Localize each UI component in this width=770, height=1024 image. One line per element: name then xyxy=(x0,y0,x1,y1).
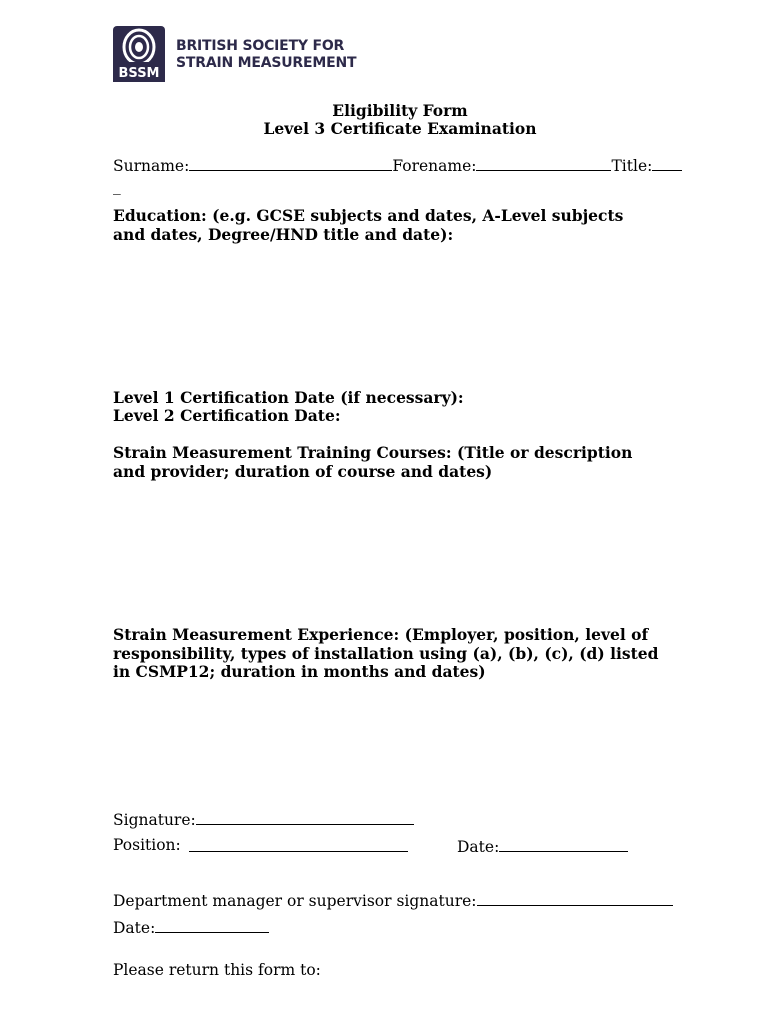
signature-field[interactable] xyxy=(196,809,414,825)
training-label: Strain Measurement Training Courses: (Title or description and provider; duration of course and dates) xyxy=(113,443,633,481)
experience-label: Strain Measurement Experience: (Employer, position, level of responsibility, types of installation using (a), (b), (c), (d) listed in CSMP12; duration in months and dates) xyxy=(113,625,659,681)
title-field-overflow: _ xyxy=(113,177,121,195)
title-label: Title: xyxy=(611,157,653,175)
manager-signature-row xyxy=(113,890,673,910)
logo-name-line-2: STRAIN MEASUREMENT xyxy=(176,55,357,71)
form-title: Eligibility Form xyxy=(332,101,468,120)
logo-name-line-1: BRITISH SOCIETY FOR xyxy=(176,38,345,54)
surname-label: Surname: xyxy=(113,157,190,175)
position-row xyxy=(113,836,181,854)
date-field[interactable] xyxy=(499,836,628,852)
date-row xyxy=(457,836,628,856)
title-field[interactable] xyxy=(652,155,682,171)
signature-row xyxy=(113,809,414,829)
bssm-emblem-icon xyxy=(113,26,165,82)
position-label: Position: xyxy=(113,836,181,854)
surname-field[interactable] xyxy=(189,155,392,171)
training-answer-area[interactable] xyxy=(113,485,658,620)
forename-field[interactable] xyxy=(476,155,611,171)
manager-date-label: Date: xyxy=(113,919,156,937)
manager-date-field[interactable] xyxy=(155,917,269,933)
manager-signature-field[interactable] xyxy=(477,890,673,906)
manager-date-row xyxy=(113,917,269,937)
position-field[interactable] xyxy=(189,836,408,852)
forename-label: Forename: xyxy=(392,157,477,175)
return-label: Please return this form to: xyxy=(113,961,321,979)
education-answer-area[interactable] xyxy=(113,248,658,383)
level2-label: Level 2 Certification Date: xyxy=(113,406,341,425)
date-label: Date: xyxy=(457,838,500,856)
bssm-logo xyxy=(113,26,165,82)
experience-answer-area[interactable] xyxy=(113,686,658,801)
form-subtitle: Level 3 Certificate Examination xyxy=(263,119,537,138)
svg-text:BSSM: BSSM xyxy=(118,66,160,81)
level1-label: Level 1 Certification Date (if necessary): xyxy=(113,388,464,407)
signature-label: Signature: xyxy=(113,811,196,829)
manager-signature-label: Department manager or supervisor signature: xyxy=(113,892,477,910)
education-label: Education: (e.g. GCSE subjects and dates, A-Level subjects and dates, Degree/HND title and date): xyxy=(113,206,624,244)
name-row xyxy=(113,155,682,175)
